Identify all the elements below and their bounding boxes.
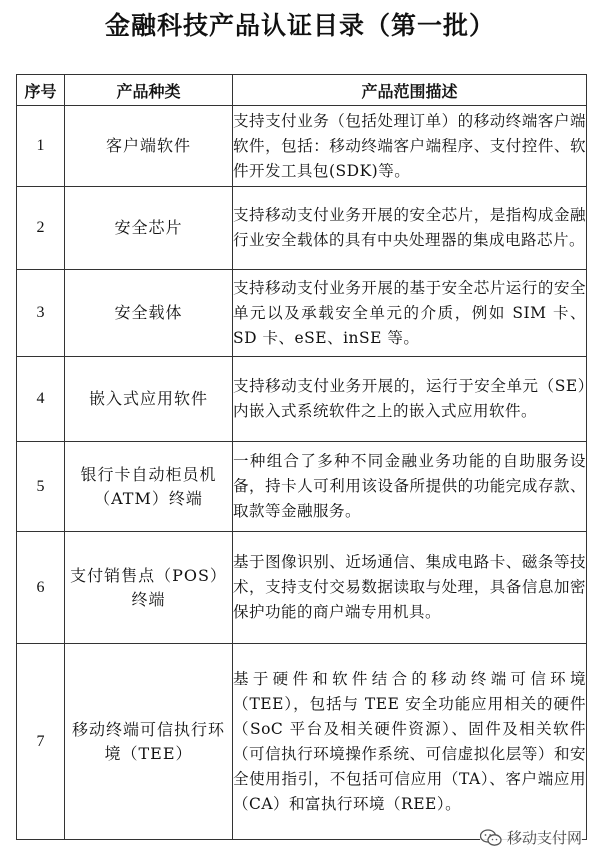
table-row: [17, 357, 587, 442]
row-desc: 基于图像识别、近场通信、集成电路卡、磁条等技术，支持支付交易数据读取与处理，具备信息加密保护功能的商户端专用机具。: [233, 532, 587, 644]
table-row: [17, 644, 587, 840]
row-desc: 支持移动支付业务开展的安全芯片，是指构成金融行业安全载体的具有中央处理器的集成电路芯片。: [233, 187, 587, 270]
row-desc: 一种组合了多种不同金融业务功能的自助服务设备，持卡人可利用该设备所提供的功能完成存款、取款等金融服务。: [233, 442, 587, 532]
row-type: 移动终端可信执行环境（TEE）: [65, 644, 233, 840]
header-no: 序号: [17, 75, 65, 106]
row-no: 7: [17, 644, 65, 840]
row-type: 嵌入式应用软件: [65, 357, 233, 442]
table-row: [17, 442, 587, 532]
row-desc: 支持移动支付业务开展的基于安全芯片运行的安全单元以及承载安全单元的介质，例如 SIM 卡、SD 卡、eSE、inSE 等。: [233, 270, 587, 357]
row-no: 5: [17, 442, 65, 532]
row-no: 4: [17, 357, 65, 442]
table-row: [17, 532, 587, 644]
header-desc: 产品范围描述: [233, 75, 587, 106]
row-no: 3: [17, 270, 65, 357]
row-desc: 支持移动支付业务开展的，运行于安全单元（SE）内嵌入式系统软件之上的嵌入式应用软件。: [233, 357, 587, 442]
catalog-table: [16, 74, 587, 840]
table-header-row: [17, 75, 587, 106]
row-no: 1: [17, 106, 65, 187]
wechat-icon: [480, 829, 502, 847]
table-row: [17, 187, 587, 270]
watermark-text: 移动支付网: [506, 829, 582, 847]
row-desc: 支持支付业务（包括处理订单）的移动终端客户端软件，包括：移动终端客户端程序、支付控件、软件开发工具包(SDK)等。: [233, 106, 587, 187]
table-row: [17, 106, 587, 187]
header-type: 产品种类: [65, 75, 233, 106]
row-type: 安全载体: [65, 270, 233, 357]
row-desc: 基于硬件和软件结合的移动终端可信环境（TEE），包括与 TEE 安全功能应用相关的硬件（SoC 平台及相关硬件资源）、固件及相关软件（可信执行环境操作系统、可信虚拟化层等）和安全使用指引，不包括可信应用（TA）、客户端应用（CA）和富执行环境（REE）。: [233, 644, 587, 840]
row-type: 客户端软件: [65, 106, 233, 187]
row-no: 6: [17, 532, 65, 644]
row-type: 银行卡自动柜员机（ATM）终端: [65, 442, 233, 532]
row-type: 安全芯片: [65, 187, 233, 270]
table-row: [17, 270, 587, 357]
row-no: 2: [17, 187, 65, 270]
watermark: [480, 827, 582, 848]
document-title: 金融科技产品认证目录（第一批）: [104, 11, 495, 40]
row-type: 支付销售点（POS）终端: [65, 532, 233, 644]
